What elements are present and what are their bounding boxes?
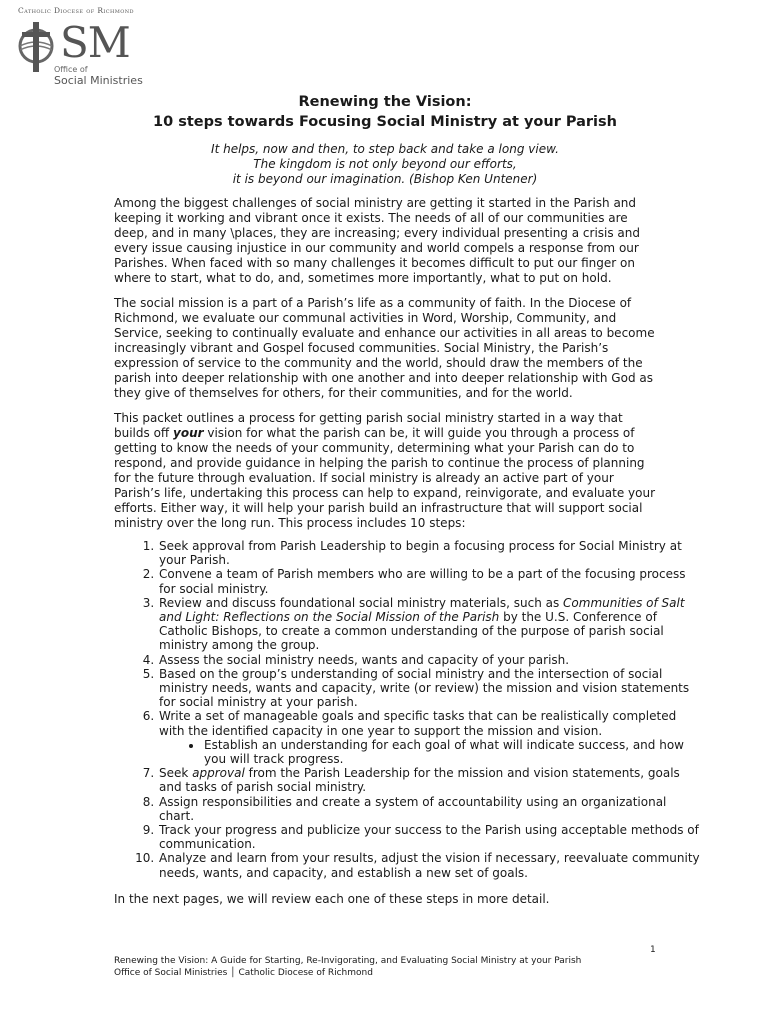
quote-line-2: The kingdom is not only beyond our efforts, bbox=[253, 157, 517, 171]
mission-paragraph: The social mission is a part of a Parish’s life as a community of faith. In the Diocese of Richmond, we evaluate our communal activities in Word, Worship, Community, and Service, seeking to continually evaluate and enhance our activities in all areas to become increasingly vibrant and Gospel focused communities. Social Ministry, the Parish’s expression of service to the community and the world, should draw the members of the parish into deeper relationship with one another and into deeper relationship with God as they give of themselves for others, for their communities, and for the world. bbox=[114, 296, 655, 400]
step-7-text-end: from the Parish Leadership for the mission and vision statements, goals and tasks of parish social ministry. bbox=[159, 766, 680, 795]
list-item: 10. Analyze and learn from your results, adjust the vision if necessary, reevaluate community needs, wants, and capacity, and establish a new set of goals. bbox=[158, 851, 704, 879]
logo-office-text: Office of bbox=[54, 65, 88, 74]
quote-line-3: it is beyond our imagination. (Bishop Ken Untener) bbox=[232, 172, 538, 186]
page-footer bbox=[114, 955, 674, 979]
step-6-sublist bbox=[159, 738, 704, 766]
list-item: 5. Based on the group’s understanding of social ministry and the intersection of social ministry needs, wants and capacity, write (or review) the mission and vision statements for social ministry at your parish. bbox=[158, 667, 704, 710]
steps-list bbox=[114, 539, 704, 880]
step-3-text-end: by the U.S. Conference of Catholic Bishops, to create a common understanding of the purpose of parish social ministry among the group. bbox=[159, 610, 664, 653]
process-paragraph bbox=[114, 411, 660, 531]
footer-line-2: Office of Social Ministries │ Catholic Diocese of Richmond bbox=[114, 968, 373, 978]
logo-social-text: Social Ministries bbox=[54, 74, 143, 87]
list-item: • Establish an understanding for each goal of what will indicate success, and how you will track progress. bbox=[203, 738, 704, 766]
title-line-2: 10 steps towards Focusing Social Ministry at your Parish bbox=[153, 114, 617, 130]
intro-paragraph: Among the biggest challenges of social ministry are getting it started in the Parish and keeping it working and vibrant once it exists. The needs of all of our communities are deep, and in many \places, they are increasing; every individual presenting a crisis and every issue causing injustice in our community and world compels a response from our Parishes. When faced with so many challenges it becomes difficult to put our finger on where to start, what to do, and, sometimes more importantly, what to put on hold. bbox=[114, 196, 641, 285]
step-7-text: Seek bbox=[159, 766, 193, 781]
list-item: 2. Convene a team of Parish members who are willing to be a part of the focusing process for social ministry. bbox=[158, 567, 704, 595]
logo-acronym: SM bbox=[60, 18, 130, 67]
list-item: 9. Track your progress and publicize your success to the Parish using acceptable methods of communication. bbox=[158, 823, 704, 851]
epigraph-quote bbox=[0, 142, 770, 187]
title-line-1: Renewing the Vision: bbox=[298, 94, 472, 110]
footer-line-1: Renewing the Vision: A Guide for Starting, Re-Invigorating, and Evaluating Social Ministry at your Parish bbox=[114, 956, 582, 966]
list-item: 1. Seek approval from Parish Leadership to begin a focusing process for Social Ministry at your Parish. bbox=[158, 539, 704, 567]
step-6-text: Write a set of manageable goals and specific tasks that can be realistically completed with the identified capacity in one year to support the mission and vision. bbox=[159, 709, 677, 738]
diocese-name: Catholic Diocese of Richmond bbox=[18, 6, 134, 15]
list-item bbox=[158, 766, 704, 794]
step-7-emphasis: approval bbox=[192, 766, 245, 781]
step-3-title: Communities of Salt and Light: Reflections on the Social Mission of the Parish bbox=[159, 595, 685, 625]
quote-line-1: It helps, now and then, to step back and take a long view. bbox=[211, 142, 559, 156]
process-text-rest: vision for what the parish can be, it will guide you through a process of getting to know the needs of your community, determining what your Parish can do to respond, and provide guidance in helping the parish to continue the process of planning for the future through evaluation. If social ministry is already an active part of your Parish’s life, undertaking this process can help to expand, reinvigorate, and evaluate your efforts. Either way, it will help your parish build an infrastructure that will support social ministry over the long run. This process includes 10 steps: bbox=[114, 426, 656, 530]
page-title bbox=[0, 92, 770, 132]
closing-paragraph: In the next pages, we will review each one of these steps in more detail. bbox=[114, 892, 550, 906]
step-3-text: Review and discuss foundational social ministry materials, such as bbox=[159, 595, 564, 610]
process-text-start: This packet outlines a process for getting parish social ministry started in a way that builds off bbox=[114, 411, 623, 440]
emphasis-your: your bbox=[173, 426, 204, 440]
list-item: 4. Assess the social ministry needs, wants and capacity of your parish. bbox=[158, 653, 704, 667]
list-item bbox=[158, 709, 704, 766]
page-number: 1 bbox=[650, 945, 656, 955]
office-logo bbox=[14, 6, 144, 86]
list-item bbox=[158, 596, 704, 653]
list-item: 8. Assign responsibilities and create a system of accountability using an organizational chart. bbox=[158, 795, 704, 823]
